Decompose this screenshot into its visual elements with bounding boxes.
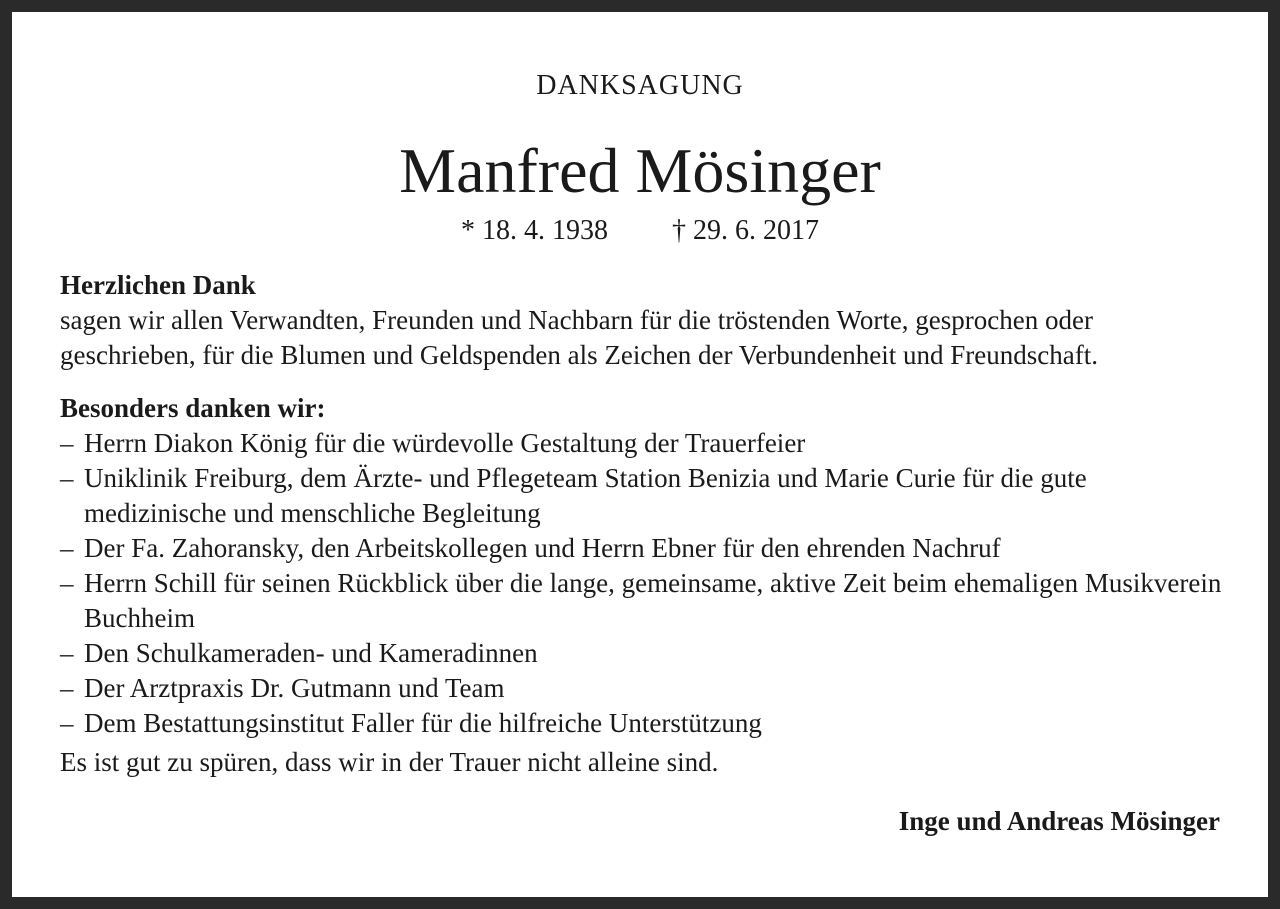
list-item: – Herrn Diakon König für die würdevolle Gestaltung der Trauerfeier (60, 426, 1230, 461)
list-item: – Der Arztpraxis Dr. Gutmann und Team (60, 671, 1230, 706)
closing-text: Es ist gut zu spüren, dass wir in der Trauer nicht alleine sind. (60, 747, 719, 777)
death-date: † 29. 6. 2017 (672, 215, 819, 246)
deceased-name: Manfred Mösinger (399, 135, 881, 206)
dash-marker: – (60, 568, 74, 598)
dash-marker: – (60, 428, 74, 458)
notice-heading: DANKSAGUNG (536, 70, 744, 101)
list-item: – Uniklinik Freiburg, dem Ärzte- und Pflegeteam Station Benizia und Marie Curie für die gute medizinische und menschliche Begleitung (60, 463, 1087, 528)
special-thanks-list (60, 426, 1230, 741)
intro-text: sagen wir allen Verwandten, Freunden und Nachbarn für die tröstenden Worte, gesprochen oder geschrieben, für die Blumen und Geldspenden als Zeichen der Verbundenheit und Freundschaft. (60, 305, 1098, 370)
intro-title: Herzlichen Dank (60, 270, 256, 300)
dash-marker: – (60, 673, 74, 703)
list-item: – Der Fa. Zahoransky, den Arbeitskollegen und Herrn Ebner für den ehrenden Nachruf (60, 531, 1230, 566)
dash-marker: – (60, 463, 74, 493)
list-item: – Dem Bestattungsinstitut Faller für die hilfreiche Unterstützung (60, 706, 1230, 741)
special-thanks-title: Besonders danken wir: (60, 393, 326, 423)
life-dates (12, 215, 1268, 247)
list-item: – Den Schulkameraden- und Kameradinnen (60, 636, 1230, 671)
dash-marker: – (60, 708, 74, 738)
dash-marker: – (60, 533, 74, 563)
obituary-notice (12, 12, 1268, 897)
notice-body (60, 268, 1230, 780)
dash-marker: – (60, 638, 74, 668)
signature: Inge und Andreas Mösinger (898, 806, 1220, 836)
list-item: – Herrn Schill für seinen Rückblick über die lange, gemeinsame, aktive Zeit beim ehemaligen Musikverein Buchheim (60, 568, 1222, 633)
birth-date: * 18. 4. 1938 (461, 215, 608, 246)
